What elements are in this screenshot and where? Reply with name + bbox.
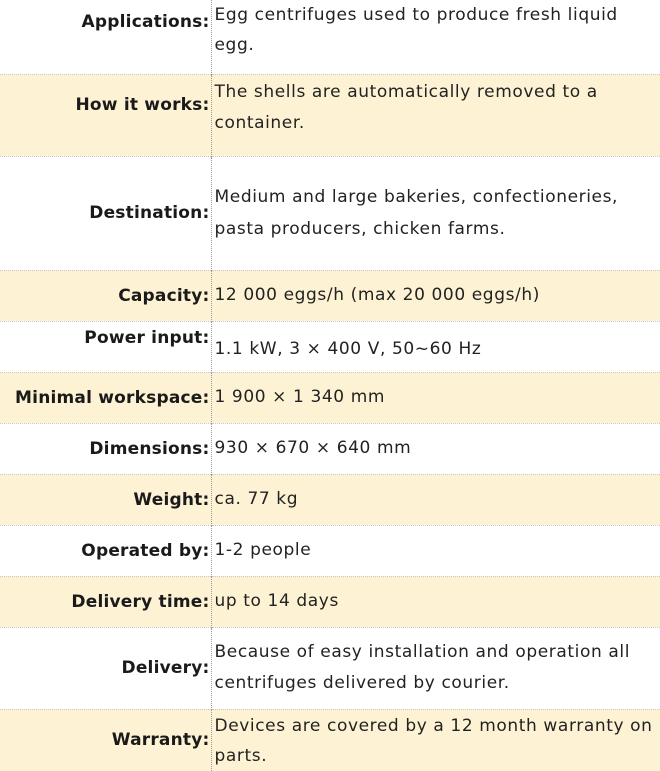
spec-row-destination <box>0 156 660 270</box>
spec-row-dimensions <box>0 423 660 474</box>
spec-value: up to 14 days <box>214 591 339 611</box>
spec-label: Dimensions: <box>0 423 211 474</box>
spec-value: Egg centrifuges used to produce fresh liquid egg. <box>214 5 618 55</box>
spec-value: 1 900 × 1 340 mm <box>214 387 386 407</box>
spec-row-power-input <box>0 321 660 372</box>
spec-label: Destination: <box>0 156 211 270</box>
spec-row-applications <box>0 0 660 74</box>
spec-label: How it works: <box>0 74 211 156</box>
spec-row-weight <box>0 474 660 525</box>
spec-row-delivery <box>0 627 660 709</box>
spec-value: 1-2 people <box>214 540 312 560</box>
spec-label: Delivery time: <box>0 576 211 627</box>
spec-value: ca. 77 kg <box>214 489 299 509</box>
spec-value: The shells are automatically removed to a container. <box>214 81 598 133</box>
spec-label: Power input: <box>0 321 211 372</box>
spec-row-delivery-time <box>0 576 660 627</box>
spec-label: Delivery: <box>0 627 211 709</box>
spec-label: Warranty: <box>0 709 211 771</box>
spec-row-warranty <box>0 709 660 771</box>
spec-row-how-it-works <box>0 74 660 156</box>
spec-label: Weight: <box>0 474 211 525</box>
spec-row-capacity <box>0 270 660 321</box>
spec-value: Devices are covered by a 12 month warranty on parts. <box>214 715 653 766</box>
spec-label: Applications: <box>0 0 211 74</box>
spec-row-minimal-workspace <box>0 372 660 423</box>
spec-value: 12 000 eggs/h (max 20 000 eggs/h) <box>214 285 540 305</box>
spec-value: 1.1 kW, 3 × 400 V, 50~60 Hz <box>214 338 482 359</box>
spec-row-operated-by <box>0 525 660 576</box>
spec-label: Operated by: <box>0 525 211 576</box>
spec-value: Because of easy installation and operation all centrifuges delivered by courier. <box>214 642 631 693</box>
spec-value: Medium and large bakeries, confectioneries, pasta producers, chicken farms. <box>214 187 619 239</box>
spec-label: Minimal workspace: <box>0 372 211 423</box>
spec-label: Capacity: <box>0 270 211 321</box>
spec-value: 930 × 670 × 640 mm <box>214 438 412 458</box>
